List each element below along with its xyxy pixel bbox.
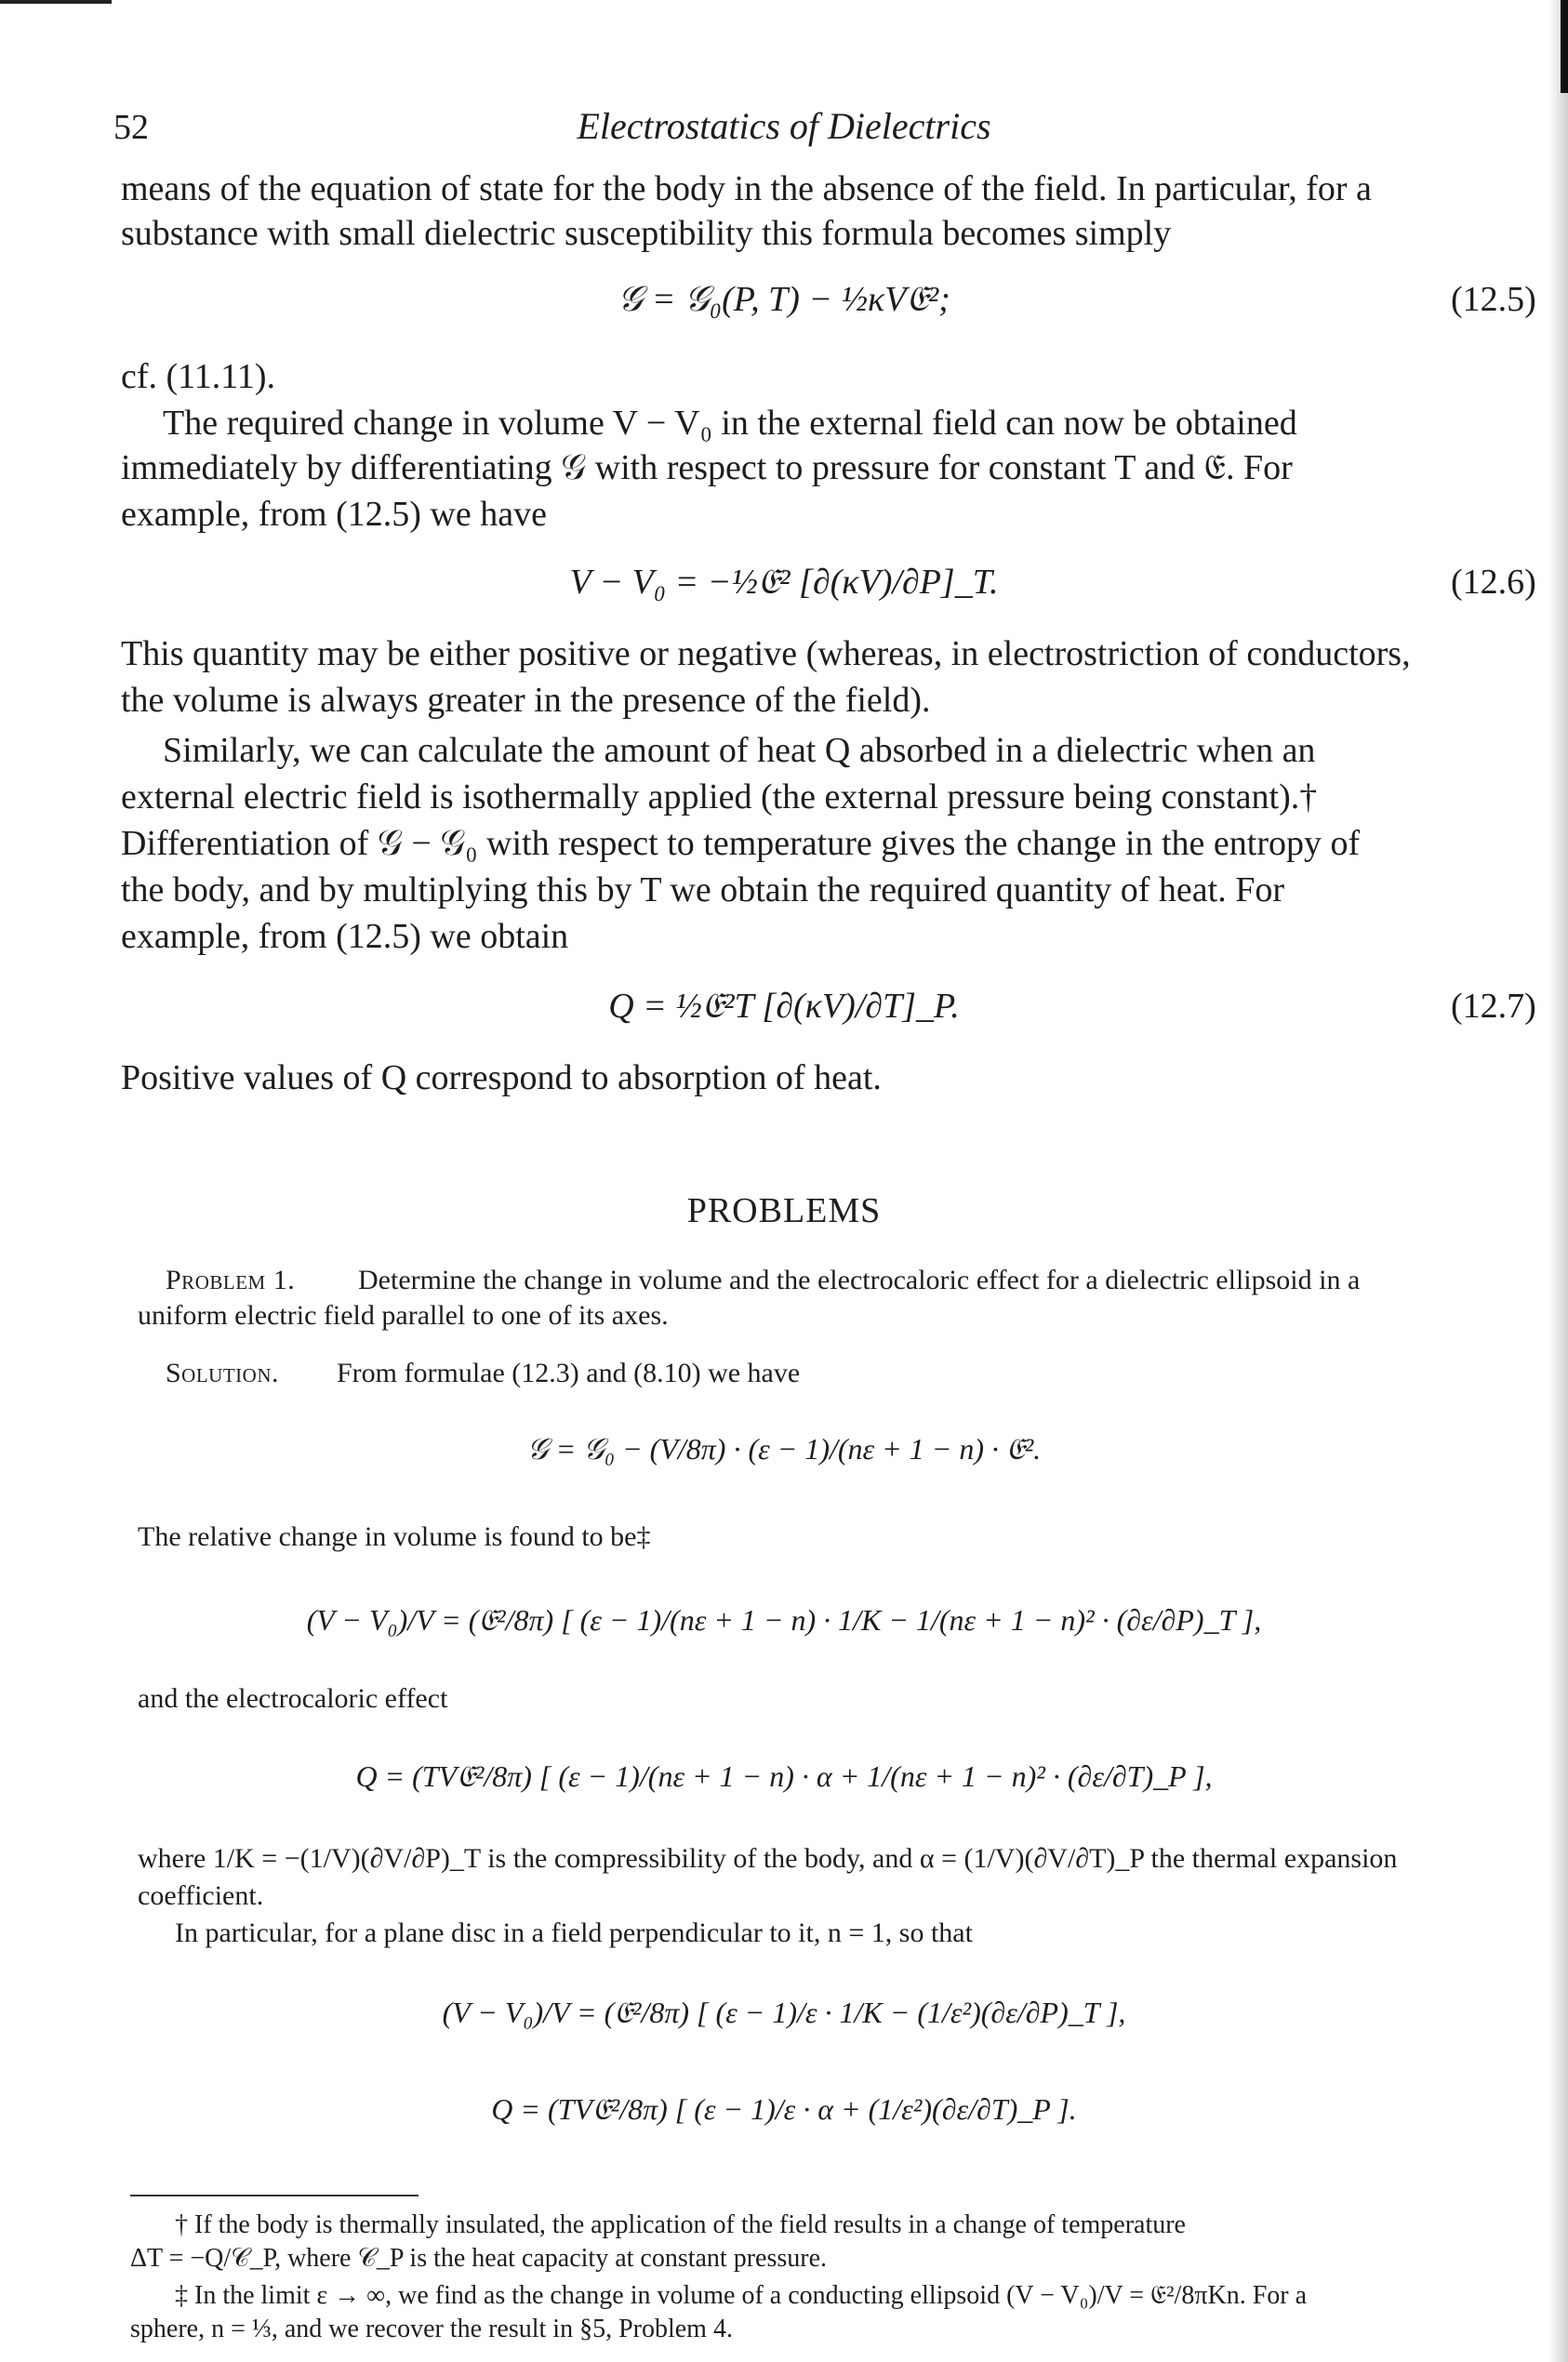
body-line: immediately by differentiating 𝒢 with respect to pressure for constant T and 𝔈. For: [121, 448, 1293, 487]
solution-text-line: where 1/K = −(1/V)(∂V/∂P)_T is the compressibility of the body, and α = (1/V)(∂V/∂T)_P the thermal expansion: [138, 1843, 1398, 1874]
equation-number: (12.5): [1451, 280, 1536, 319]
problems-heading: PROBLEMS: [686, 1191, 882, 1230]
equation-number: (12.6): [1451, 563, 1536, 602]
solution-equation: 𝒢 = 𝒢₀ − (V/8π) · (ε − 1)/(nε + 1 − n) · 𝔈².: [526, 1432, 1042, 1466]
body-line: cf. (11.11).: [121, 357, 276, 396]
solution-equation: Q = (TV𝔈²/8π) [ (ε − 1)/(nε + 1 − n) · α + 1/(nε + 1 − n)² · (∂ε/∂T)_P ],: [355, 1759, 1213, 1793]
running-title: Electrostatics of Dielectrics: [577, 105, 991, 147]
solution-text-line: In particular, for a plane disc in a field perpendicular to it, n = 1, so that: [175, 1917, 973, 1948]
equation-12-6: V − V₀ = −½𝔈² [∂(κV)/∂P]_T.: [569, 563, 999, 602]
solution-text-line: The relative change in volume is found to be‡: [138, 1521, 651, 1552]
body-line: Differentiation of 𝒢 − 𝒢₀ with respect to temperature gives the change in the entropy of: [121, 824, 1361, 863]
scan-edge-mark: [0, 0, 112, 4]
footnote-rule: [130, 2195, 419, 2196]
equation-12-5: 𝒢 = 𝒢₀(P, T) − ½κV𝔈²;: [618, 280, 950, 319]
body-line: means of the equation of state for the body in the absence of the field. In particular, for a: [121, 169, 1372, 208]
footnote-line: ‡ In the limit ε → ∞, we find as the change in volume of a conducting ellipsoid (V − V₀)/V = 𝔈²/8πKn. For a: [175, 2281, 1308, 2310]
equation-12-7: Q = ½𝔈²T [∂(κV)/∂T]_P.: [608, 987, 960, 1026]
scan-edge-dark: [1561, 0, 1568, 93]
solution-label-text: Solution.: [166, 1358, 279, 1388]
page-number: 52: [113, 108, 149, 147]
solution-text-line: From formulae (12.3) and (8.10) we have: [337, 1358, 801, 1388]
problem-text-line: Determine the change in volume and the electrocaloric effect for a dielectric ellipsoid in a: [358, 1265, 1361, 1295]
body-line: This quantity may be either positive or negative (whereas, in electrostriction of conductors,: [121, 634, 1411, 673]
body-line: the body, and by multiplying this by T we obtain the required quantity of heat. For: [121, 870, 1284, 909]
problem-label: [166, 1263, 295, 1298]
equation-number: (12.7): [1451, 987, 1536, 1026]
body-line: The required change in volume V − V₀ in the external field can now be obtained: [163, 404, 1297, 443]
solution-text-line: coefficient.: [138, 1880, 264, 1911]
solution-equation: (V − V₀)/V = (𝔈²/8π) [ (ε − 1)/(nε + 1 − n) · 1/K − 1/(nε + 1 − n)² · (∂ε/∂P)_T ],: [306, 1603, 1262, 1637]
footnote-line: † If the body is thermally insulated, the application of the field results in a change of temperature: [175, 2210, 1186, 2239]
body-line: substance with small dielectric susceptibility this formula becomes simply: [121, 214, 1172, 253]
problem-label-text: Problem 1.: [166, 1265, 296, 1295]
solution-equation: Q = (TV𝔈²/8π) [ (ε − 1)/ε · α + (1/ε²)(∂ε/∂T)_P ].: [491, 2092, 1077, 2126]
body-line: external electric field is isothermally applied (the external pressure being constant).†: [121, 777, 1318, 816]
problem-text-line: uniform electric field parallel to one of its axes.: [138, 1300, 669, 1331]
footnote-line: ΔT = −Q/𝒞_P, where 𝒞_P is the heat capacity at constant pressure.: [130, 2244, 828, 2273]
footnote-line: sphere, n = ⅓, and we recover the result in §5, Problem 4.: [130, 2315, 733, 2343]
body-line: the volume is always greater in the presence of the field).: [121, 681, 931, 720]
solution-label: [166, 1356, 279, 1391]
body-line: Similarly, we can calculate the amount of heat Q absorbed in a dielectric when an: [163, 731, 1316, 770]
body-line: example, from (12.5) we have: [121, 495, 547, 534]
solution-text-line: and the electrocaloric effect: [138, 1683, 448, 1714]
body-line: example, from (12.5) we obtain: [121, 917, 569, 956]
solution-equation: (V − V₀)/V = (𝔈²/8π) [ (ε − 1)/ε · 1/K − (1/ε²)(∂ε/∂P)_T ],: [442, 1996, 1126, 2029]
body-line: Positive values of Q correspond to absorption of heat.: [121, 1058, 882, 1097]
